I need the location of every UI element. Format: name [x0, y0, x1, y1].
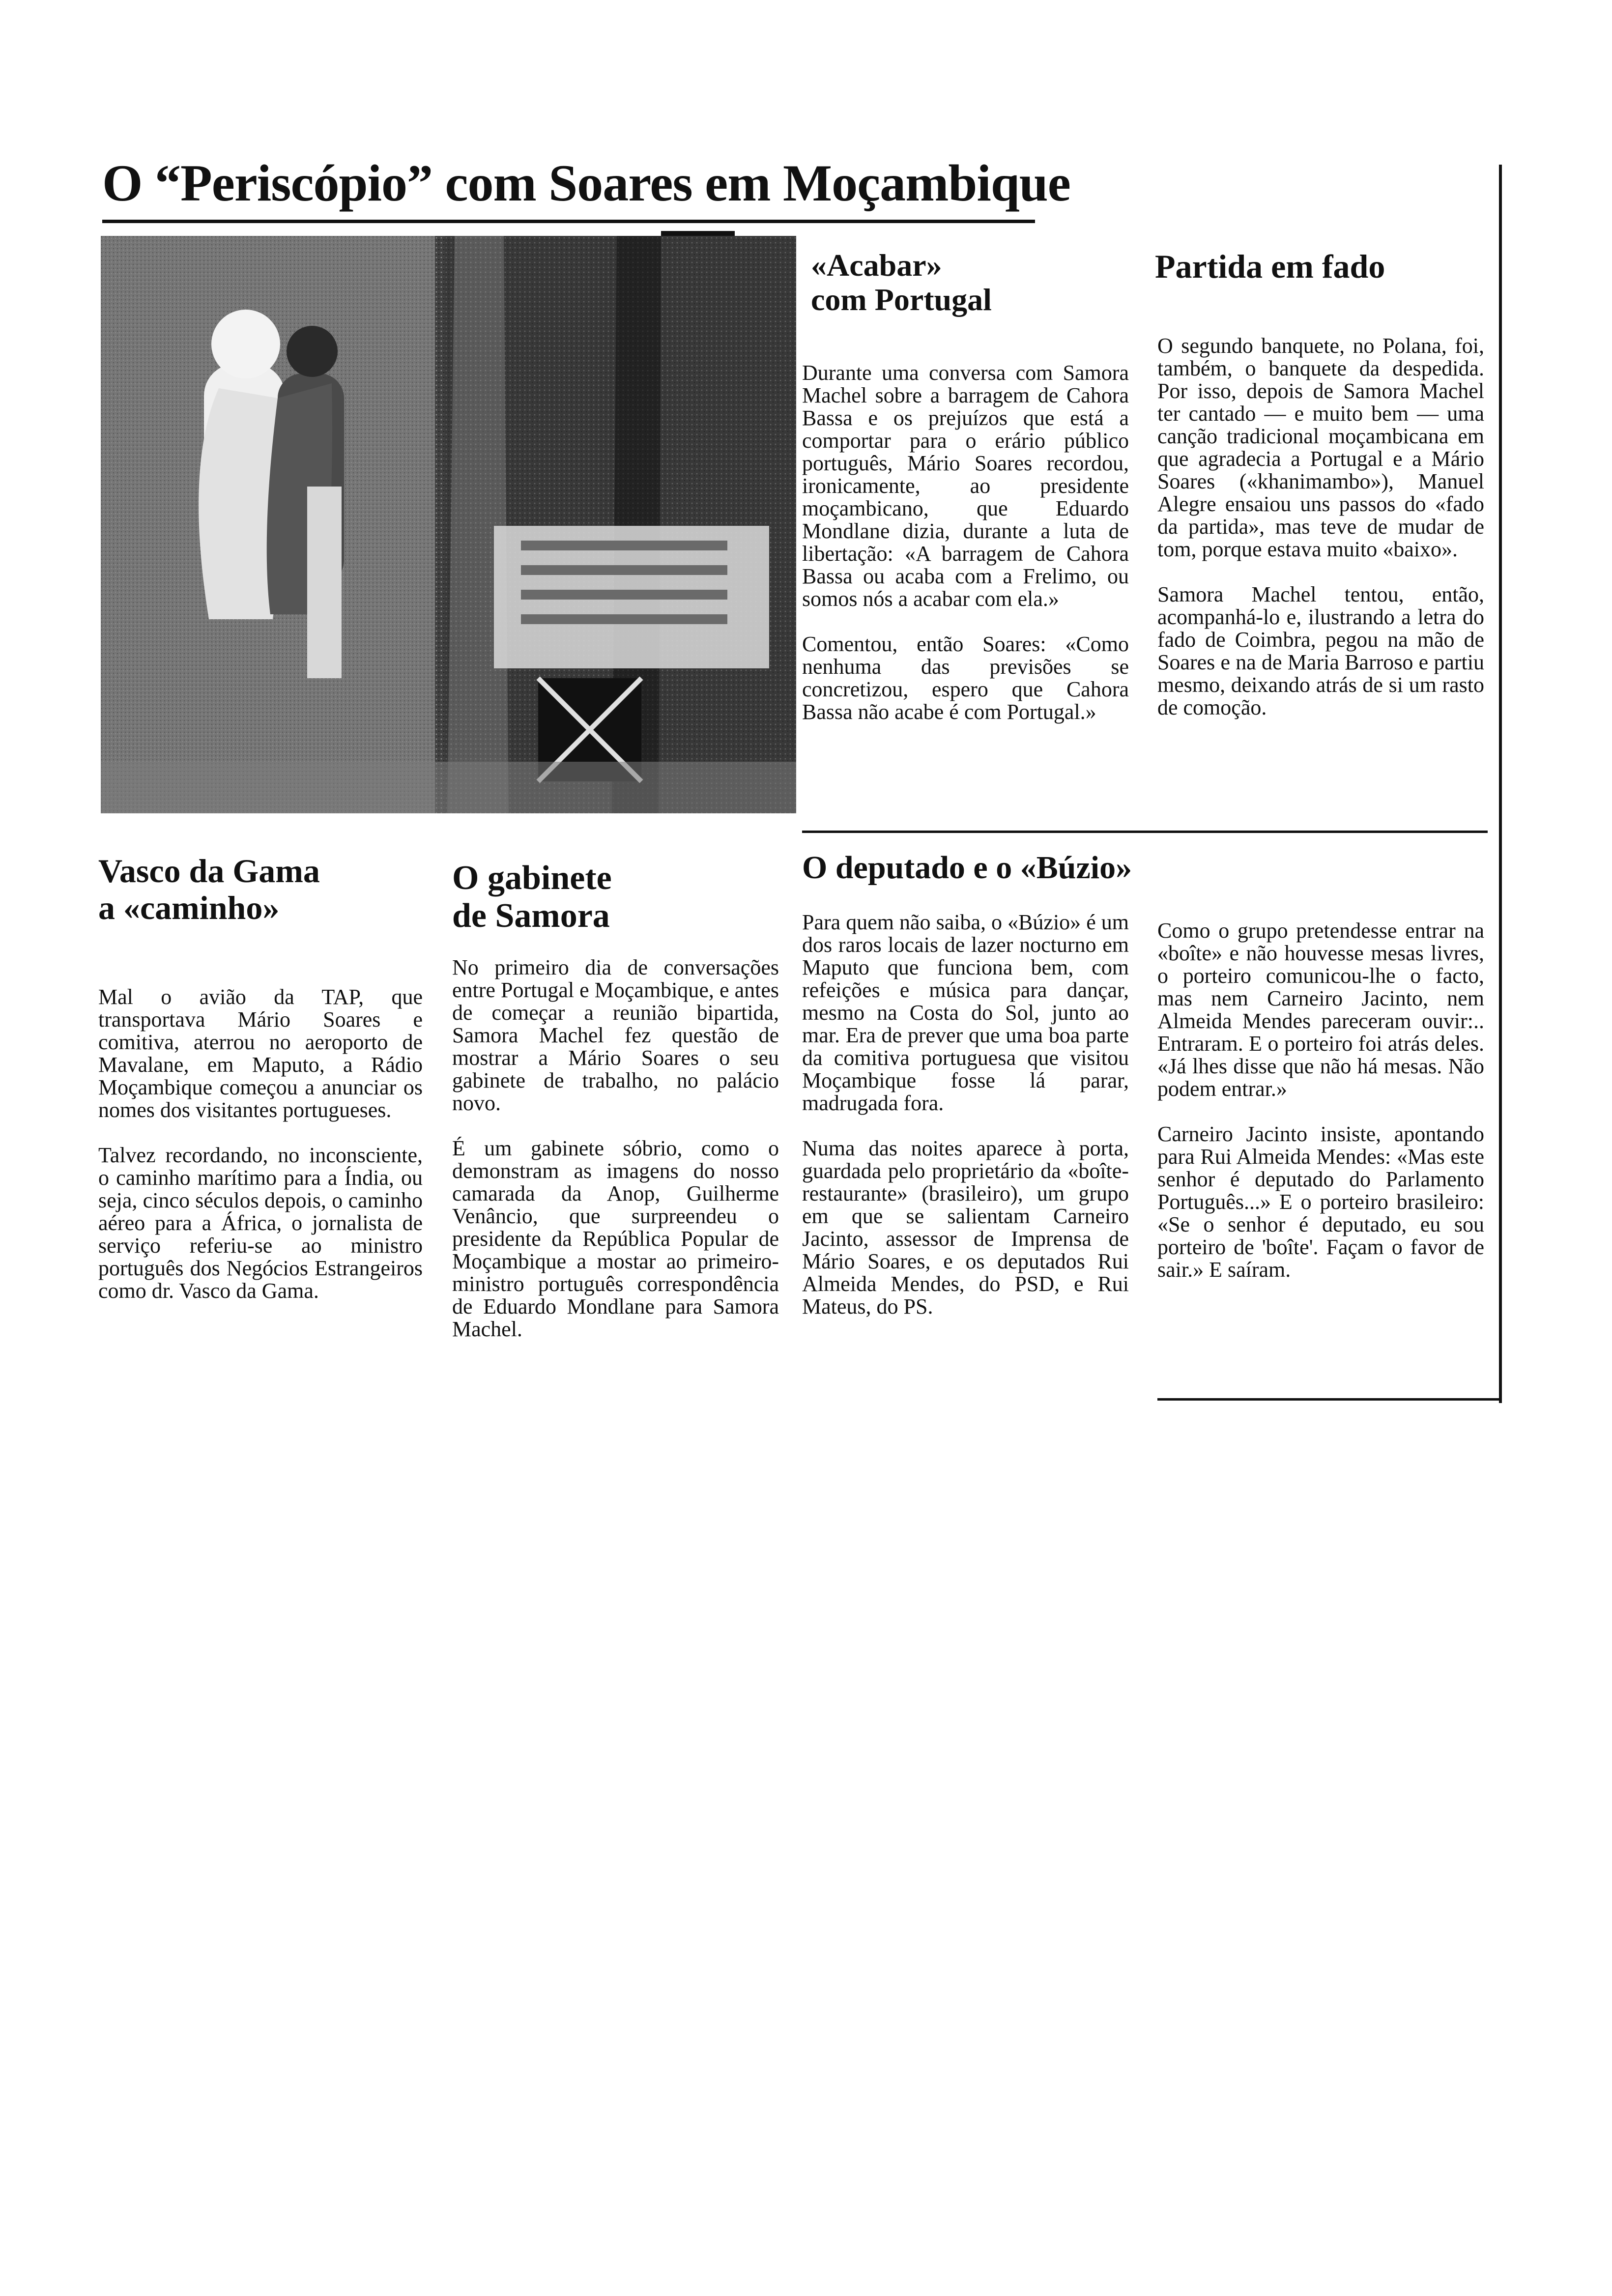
photo-soares-and-samora [101, 236, 796, 813]
section-paragraph: Durante uma conversa com Samora Machel sobre a barragem de Cahora Bassa e os prejuízos que está a comportar para o erário público português, Mário Soares recordou, ironicamente, ao presidente moçambicano, que Eduardo Mondlane dizia, durante a luta de libertação: «A barragem de Cahora Bassa ou acaba com a Frelimo, ou somos nós a acabar com ela.» [802, 361, 1129, 611]
section-paragraph: Mal o avião da TAP, que transportava Mário Soares e comitiva, aterrou no aeroporto de Mavalane, em Maputo, a Rádio Moçambique começou a anunciar os nomes dos visitantes portugueses. [98, 985, 423, 1122]
section-body-acabar [802, 339, 1129, 746]
section-paragraph: Numa das noites aparece à porta, guardada pelo proprietário da «boîte-restaurante» (brasileiro), um grupo em que se salientam Carneiro Jacinto, assessor de Imprensa de Mário Soares, e os deputados Rui Almeida Mendes, do PSD, e Rui Mateus, do PS. [802, 1136, 1129, 1319]
section-title-deputado: O deputado e o «Búzio» [802, 850, 1132, 886]
headline-rule [102, 220, 1035, 223]
section-title-gabinete: O gabinete de Samora [452, 859, 612, 935]
section-rule-deputado [802, 831, 1488, 833]
section-title-vasco: Vasco da Gama a «caminho» [98, 852, 320, 926]
section-paragraph: Como o grupo pretendesse entrar na «boîte» e não houvesse mesas livres, o porteiro comunicou-lhe o facto, mas nem Carneiro Jacinto, nem Almeida Mendes pareceram ouvir:.. Entraram. E o porteiro foi atrás deles. «Já lhes disse que não há mesas. Não podem entrar.» [1157, 918, 1484, 1101]
section-paragraph: Comentou, então Soares: «Como nenhuma das previsões se concretizou, espero que Cahora Bassa não acabe é com Portugal.» [802, 632, 1129, 724]
headline: O “Periscópio” com Soares em Moçambique [102, 154, 1070, 212]
right-margin-rule [1499, 165, 1502, 1403]
section-paragraph: Talvez recordando, no inconsciente, o caminho marítimo para a Índia, ou seja, cinco séculos depois, o caminho aéreo para a África, o jornalista de serviço referiu-se ao ministro português dos Negócios Estrangeiros como dr. Vasco da Gama. [98, 1143, 423, 1303]
section-body-gabinete [452, 934, 779, 1363]
section-title-acabar: «Acabar» com Portugal [811, 248, 992, 317]
section-paragraph: Para quem não saiba, o «Búzio» é um dos raros locais de lazer nocturno em Maputo que funciona bem, com refeições e música para dançar, mesmo na Costa do Sol, junto ao mar. Era de prever que uma boa parte da comitiva portuguesa que visitou Moçambique fosse lá parar, madrugada fora. [802, 910, 1129, 1115]
section-body-deputado-right [1157, 897, 1484, 1304]
section-body-deputado-left [802, 889, 1129, 1341]
section-paragraph: É um gabinete sóbrio, como o demonstram as imagens do nosso camarada da Anop, Guilherme Venâncio, que surpreendeu o presidente da República Popular de Moçambique a mostar ao primeiro-ministro português correspondência de Eduardo Mondlane para Samora Machel. [452, 1136, 779, 1341]
section-paragraph: Carneiro Jacinto insiste, apontando para Rui Almeida Mendes: «Mas este senhor é deputado do Parlamento Português...» E o porteiro brasileiro: «Se o senhor é deputado, eu sou porteiro de 'boîte'. Façam o favor de sair.» E saíram. [1157, 1122, 1484, 1282]
section-paragraph: O segundo banquete, no Polana, foi, também, o banquete da despedida. Por isso, depois de Samora Machel ter cantado — e muito bem — uma canção tradicional moçambicana em que agradecia a Portugal e a Mário Soares («khanimambo»), Manuel Alegre ensaiou uns passos do «fado da partida», mas teve de mudar de tom, porque estava muito «baixo». [1157, 334, 1484, 561]
section-body-vasco [98, 963, 423, 1325]
section-paragraph: No primeiro dia de conversações entre Portugal e Moçambique, e antes de começar a reunião bipartida, Samora Machel fez questão de mostrar a Mário Soares o seu gabinete de trabalho, no palácio novo. [452, 955, 779, 1115]
section-body-partida [1157, 312, 1484, 742]
bottom-rule [1157, 1398, 1499, 1401]
section-title-partida: Partida em fado [1155, 248, 1385, 285]
section-paragraph: Samora Machel tentou, então, acompanhá-lo e, ilustrando a letra do fado de Coimbra, pegou na mão de Soares e na de Maria Barroso e partiu mesmo, deixando atrás de si um rasto de comoção. [1157, 582, 1484, 719]
